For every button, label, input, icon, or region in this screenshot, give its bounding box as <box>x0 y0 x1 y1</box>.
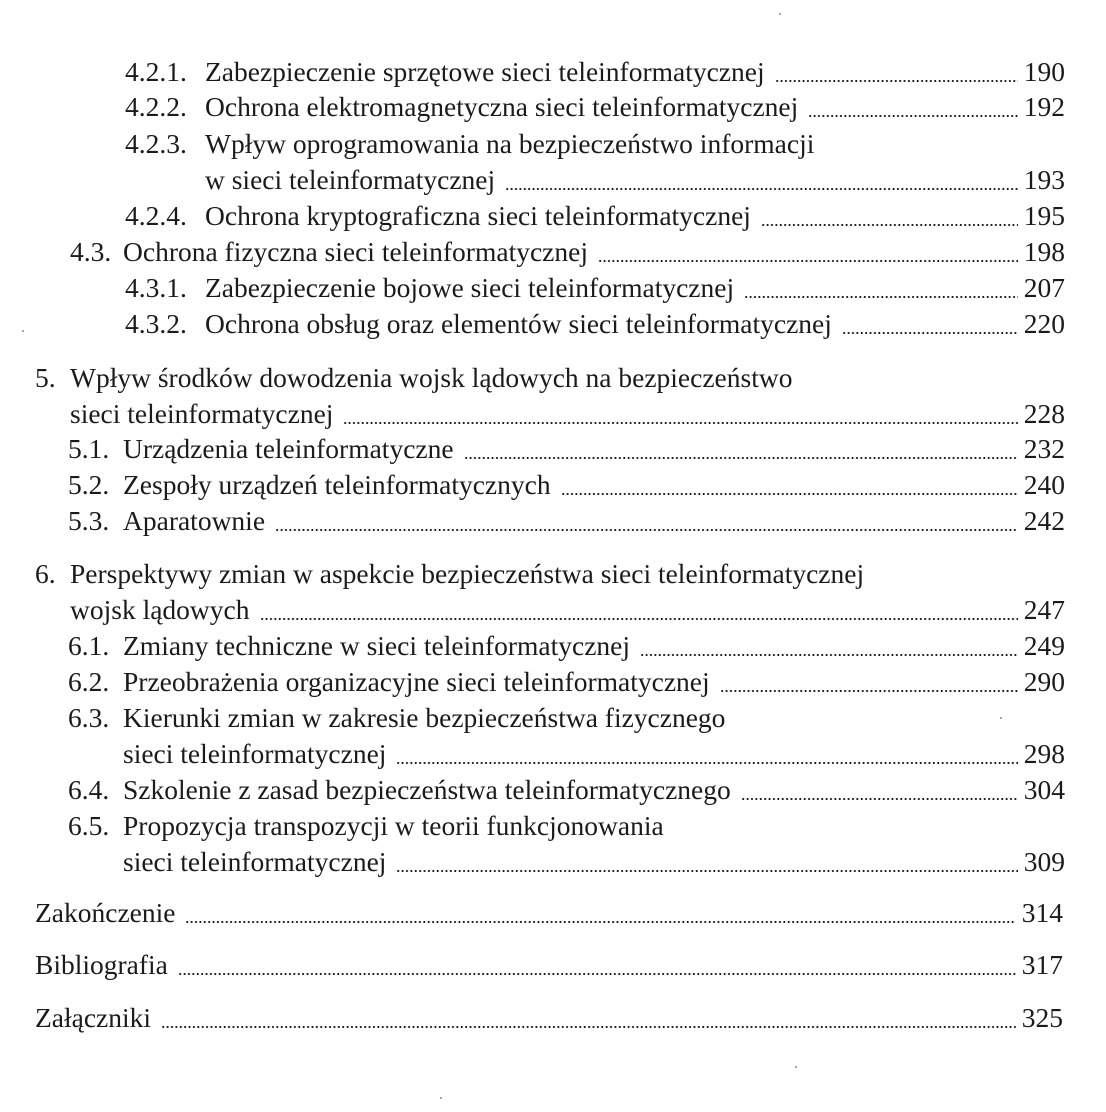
toc-entry-title: Ochrona obsług oraz elementów sieci teleinformatycznej <box>205 308 832 339</box>
toc-entry-title: Ochrona fizyczna sieci teleinformatycznej <box>123 236 588 267</box>
toc-entry <box>0 307 1106 341</box>
dot-leader <box>505 188 1018 190</box>
toc-entry-page-number: 228 <box>1023 398 1065 429</box>
toc-entry-page-number: 242 <box>1023 505 1065 536</box>
toc-entry <box>0 271 1106 305</box>
toc-entry-title: Ochrona elektromagnetyczna sieci teleinformatycznej <box>205 91 799 122</box>
toc-entry-title: Zakończenie <box>35 897 176 928</box>
toc-entry <box>0 432 1106 466</box>
toc-entry-title: sieci teleinformatycznej <box>123 846 387 877</box>
toc-entry-page-number: 247 <box>1023 594 1065 625</box>
toc-entry <box>0 665 1106 699</box>
toc-entry-page-number: 249 <box>1023 630 1065 661</box>
toc-entry-number: 6. <box>35 558 56 589</box>
toc-entry <box>0 809 1106 843</box>
dot-leader <box>761 224 1018 226</box>
dot-leader <box>744 296 1018 298</box>
toc-entry-title: Aparatownie <box>123 505 266 536</box>
toc-entry-page-number: 193 <box>1023 164 1065 195</box>
toc-entry <box>0 1001 1106 1035</box>
toc-entry-page-number: 207 <box>1023 272 1065 303</box>
toc-entry <box>0 397 1106 431</box>
toc-entry-page-number: 232 <box>1023 433 1065 464</box>
toc-entry <box>0 361 1106 395</box>
toc-entry-title: Zabezpieczenie bojowe sieci teleinformatycznej <box>205 272 735 303</box>
toc-entry <box>0 127 1106 161</box>
toc-entry-number: 4.3.1. <box>125 272 187 303</box>
dot-leader <box>161 1026 1016 1028</box>
dot-leader <box>561 493 1018 495</box>
toc-entry <box>0 235 1106 269</box>
toc-entry-number: 4.2.1. <box>125 56 187 87</box>
toc-entry-title: Szkolenie z zasad bezpieczeństwa teleinformatycznego <box>123 774 731 805</box>
toc-entry <box>0 845 1106 879</box>
dot-leader <box>741 798 1018 800</box>
toc-entry <box>0 896 1106 930</box>
toc-entry <box>0 701 1106 735</box>
toc-entry-number: 5.3. <box>68 505 110 536</box>
toc-entry <box>0 504 1106 538</box>
dot-leader <box>260 618 1018 620</box>
dot-leader <box>396 762 1017 764</box>
toc-entry-page-number: 220 <box>1023 308 1065 339</box>
toc-entry-title: Zespoły urządzeń teleinformatycznych <box>123 469 551 500</box>
toc-entry-number: 5. <box>35 362 56 393</box>
scan-speck <box>795 1066 797 1068</box>
toc-entry-page-number: 192 <box>1023 91 1065 122</box>
toc-entry-number: 6.5. <box>68 810 110 841</box>
toc-entry-page-number: 190 <box>1023 56 1065 87</box>
toc-entry <box>0 593 1106 627</box>
dot-leader <box>396 870 1017 872</box>
toc-entry-title: Bibliografia <box>35 949 168 980</box>
dot-leader <box>808 115 1017 117</box>
toc-entry-title: sieci teleinformatycznej <box>70 398 334 429</box>
toc-entry-page-number: 317 <box>1021 949 1063 980</box>
dot-leader <box>775 80 1018 82</box>
dot-leader <box>275 529 1018 531</box>
toc-entry-number: 4.2.3. <box>125 128 187 159</box>
dot-leader <box>464 457 1018 459</box>
toc-entry <box>0 557 1106 591</box>
toc-entry-number: 5.1. <box>68 433 110 464</box>
toc-entry-title: sieci teleinformatycznej <box>123 738 387 769</box>
toc-entry-title: Zmiany techniczne w sieci teleinformatycznej <box>123 630 630 661</box>
toc-entry-number: 6.3. <box>68 702 110 733</box>
dot-leader <box>343 422 1017 424</box>
toc-entry <box>0 90 1106 124</box>
toc-entry-page-number: 325 <box>1021 1002 1063 1033</box>
dot-leader <box>185 921 1015 923</box>
toc-entry-title: Urządzenia teleinformatyczne <box>123 433 454 464</box>
toc-entry-page-number: 298 <box>1023 738 1065 769</box>
toc-entry-number: 6.2. <box>68 666 110 697</box>
toc-entry-page-number: 195 <box>1023 200 1065 231</box>
dot-leader <box>720 690 1018 692</box>
dot-leader <box>640 654 1018 656</box>
toc-entry-title: Załączniki <box>35 1002 152 1033</box>
dot-leader <box>598 260 1018 262</box>
toc-entry-title: Propozycja transpozycji w teorii funkcjonowania <box>123 810 664 841</box>
toc-entry-title: Wpływ środków dowodzenia wojsk lądowych na bezpieczeństwo <box>70 362 793 393</box>
toc-entry-title: Wpływ oprogramowania na bezpieczeństwo informacji <box>205 128 815 159</box>
toc-entry-title: Ochrona kryptograficzna sieci teleinformatycznej <box>205 200 751 231</box>
toc-entry-number: 4.3. <box>70 236 112 267</box>
toc-entry-page-number: 304 <box>1023 774 1065 805</box>
dot-leader <box>178 973 1016 975</box>
toc-entry-number: 5.2. <box>68 469 110 500</box>
scan-speck <box>22 330 24 332</box>
toc-entry <box>0 737 1106 771</box>
toc-entry <box>0 773 1106 807</box>
toc-entry-title: w sieci teleinformatycznej <box>205 164 496 195</box>
scan-speck <box>779 13 781 15</box>
toc-entry-number: 4.3.2. <box>125 308 187 339</box>
toc-entry-number: 4.2.2. <box>125 91 187 122</box>
toc-entry <box>0 948 1106 982</box>
toc-entry-page-number: 198 <box>1023 236 1065 267</box>
toc-entry-number: 6.4. <box>68 774 110 805</box>
toc-entry <box>0 55 1106 89</box>
dot-leader <box>842 332 1018 334</box>
scan-speck <box>440 1097 442 1099</box>
toc-entry <box>0 199 1106 233</box>
toc-entry-title: Zabezpieczenie sprzętowe sieci teleinformatycznej <box>205 56 765 87</box>
toc-entry <box>0 163 1106 197</box>
toc-entry-title: Kierunki zmian w zakresie bezpieczeństwa fizycznego <box>123 702 726 733</box>
toc-entry <box>0 629 1106 663</box>
toc-entry-number: 4.2.4. <box>125 200 187 231</box>
toc-entry-page-number: 309 <box>1023 846 1065 877</box>
toc-entry-title: Przeobrażenia organizacyjne sieci teleinformatycznej <box>123 666 710 697</box>
toc-entry-page-number: 240 <box>1023 469 1065 500</box>
toc-entry-number: 6.1. <box>68 630 110 661</box>
scan-speck <box>1000 717 1002 719</box>
toc-entry-title: Perspektywy zmian w aspekcie bezpieczeństwa sieci teleinformatycznej <box>70 558 865 589</box>
toc-entry-title: wojsk lądowych <box>70 594 250 625</box>
toc-entry <box>0 468 1106 502</box>
toc-entry-page-number: 314 <box>1021 897 1063 928</box>
toc-entry-page-number: 290 <box>1023 666 1065 697</box>
